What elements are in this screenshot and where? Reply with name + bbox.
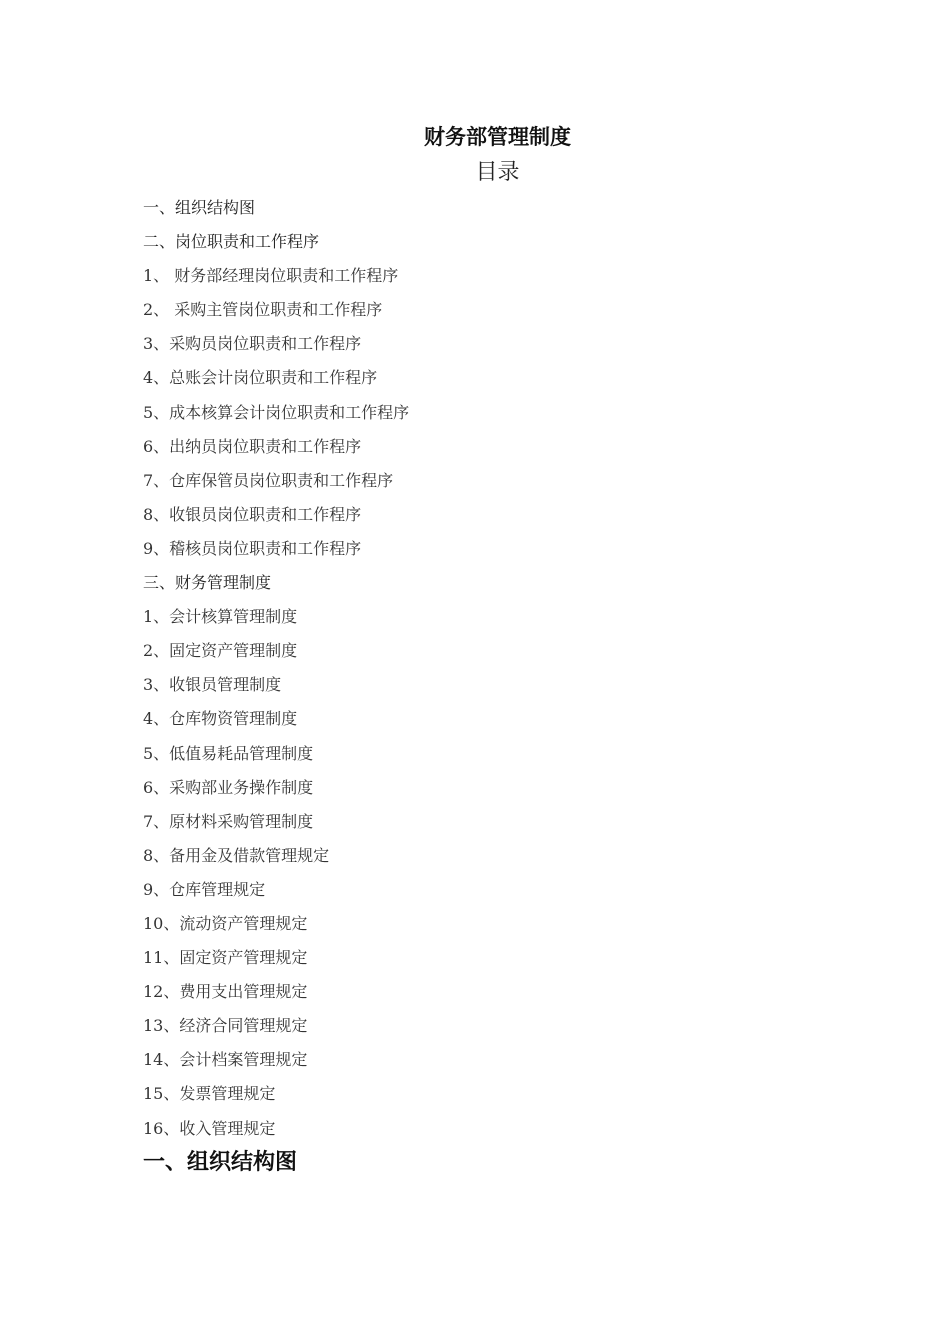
toc-item[interactable]: 1、 财务部经理岗位职责和工作程序: [143, 266, 399, 286]
toc-item[interactable]: 10、流动资产管理规定: [143, 913, 308, 933]
toc-heading: 目录: [475, 160, 520, 185]
document-title: 财务部管理制度: [424, 124, 571, 149]
toc-item[interactable]: 5、低值易耗品管理制度: [143, 743, 314, 763]
section-heading: 一、组织结构图: [143, 1149, 298, 1175]
toc-item[interactable]: 9、仓库管理规定: [143, 879, 266, 899]
toc-item[interactable]: 16、收入管理规定: [143, 1118, 276, 1138]
table-of-contents: [143, 196, 409, 1151]
toc-item[interactable]: 1、会计核算管理制度: [143, 607, 298, 627]
toc-item-section-2[interactable]: 二、岗位职责和工作程序: [143, 232, 320, 252]
toc-item[interactable]: 15、发票管理规定: [143, 1084, 276, 1104]
toc-item[interactable]: 11、固定资产管理规定: [143, 948, 308, 968]
toc-item[interactable]: 4、总账会计岗位职责和工作程序: [143, 368, 378, 388]
toc-item-section-1[interactable]: 一、组织结构图: [143, 198, 256, 217]
toc-item[interactable]: 6、采购部业务操作制度: [143, 777, 314, 797]
toc-item-section-3[interactable]: 三、财务管理制度: [143, 573, 272, 593]
toc-item[interactable]: 9、稽核员岗位职责和工作程序: [143, 538, 362, 558]
toc-item[interactable]: 5、成本核算会计岗位职责和工作程序: [143, 402, 410, 422]
toc-item[interactable]: 8、备用金及借款管理规定: [143, 845, 330, 865]
toc-item[interactable]: 7、原材料采购管理制度: [143, 811, 314, 831]
toc-item[interactable]: 7、仓库保管员岗位职责和工作程序: [143, 470, 394, 490]
toc-item[interactable]: 3、采购员岗位职责和工作程序: [143, 334, 362, 354]
toc-item[interactable]: 14、会计档案管理规定: [143, 1050, 308, 1070]
toc-item[interactable]: 3、收银员管理制度: [143, 675, 282, 695]
toc-item[interactable]: 4、仓库物资管理制度: [143, 709, 298, 729]
toc-item[interactable]: 2、 采购主管岗位职责和工作程序: [143, 300, 383, 320]
toc-item[interactable]: 2、固定资产管理制度: [143, 641, 298, 661]
toc-item[interactable]: 12、费用支出管理规定: [143, 982, 308, 1002]
toc-item[interactable]: 8、收银员岗位职责和工作程序: [143, 504, 362, 524]
toc-item[interactable]: 13、经济合同管理规定: [143, 1016, 308, 1036]
toc-item[interactable]: 6、出纳员岗位职责和工作程序: [143, 436, 362, 456]
